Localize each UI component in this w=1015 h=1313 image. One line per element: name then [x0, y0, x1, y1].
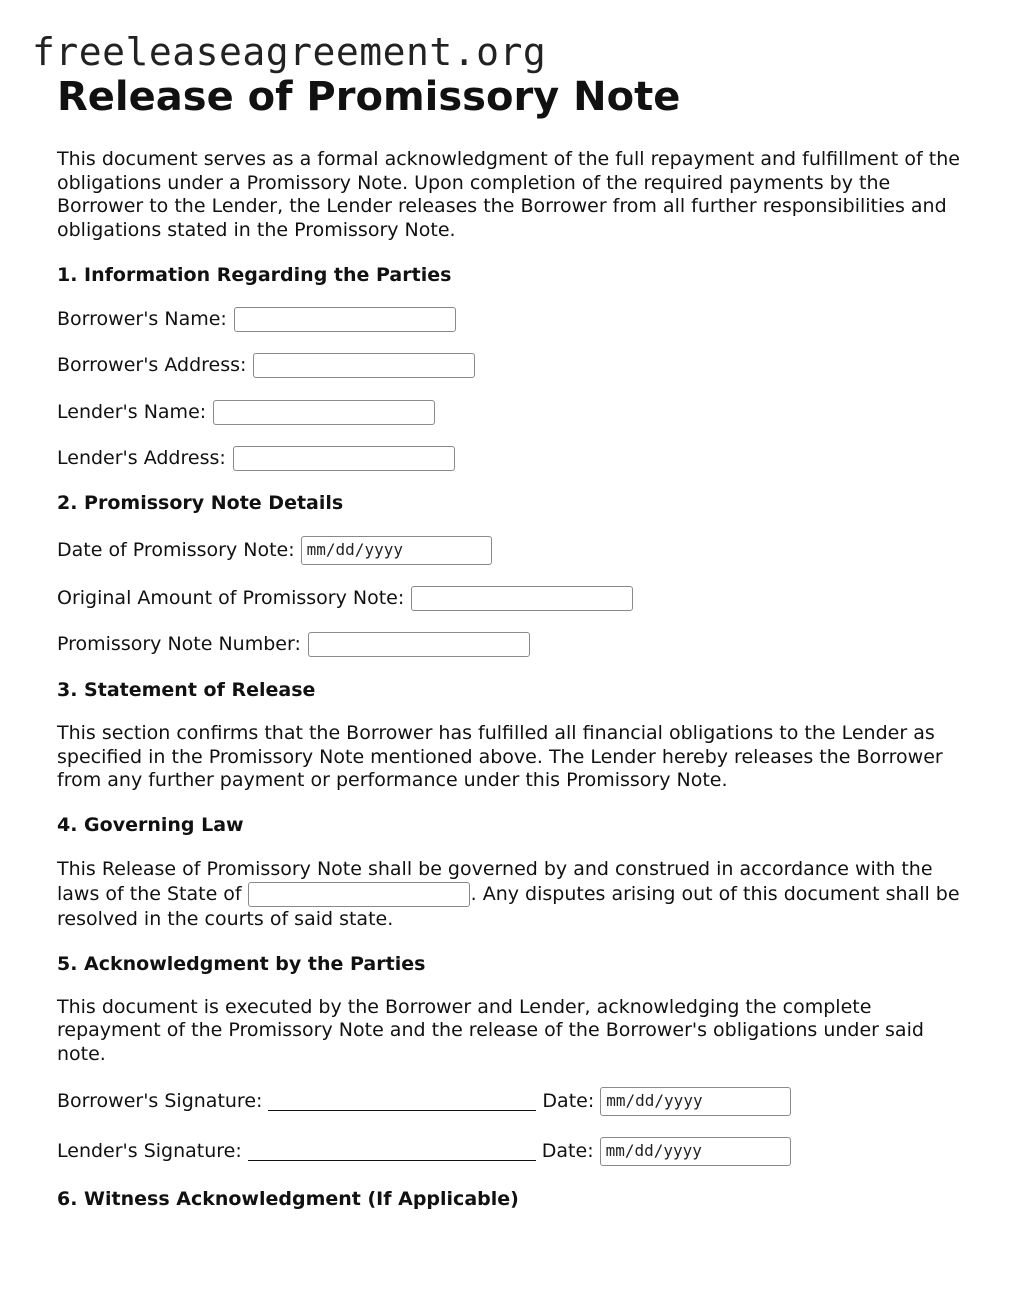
section-release-heading: 3. Statement of Release — [57, 679, 316, 701]
borrower-signature-line[interactable] — [268, 1092, 536, 1111]
section-acknowledgment-heading: 5. Acknowledgment by the Parties — [57, 952, 426, 975]
borrower-name-label: Borrower's Name: — [57, 308, 227, 330]
borrower-address-row — [57, 352, 967, 378]
governing-law-text-before: This Release of Promissory Note shall be governed by and construed in accordance with the laws of the State of — [57, 857, 933, 905]
lender-address-input[interactable] — [233, 446, 455, 471]
lender-signature-label: Lender's Signature: — [57, 1140, 242, 1162]
section-parties-heading: 1. Information Regarding the Parties — [57, 264, 452, 286]
note-date-input[interactable]: mm/dd/yyyy — [301, 536, 492, 565]
intro-paragraph: This document serves as a formal acknowledgment of the full repayment and fulfillment of the obligations under a Promissory Note. Upon completion of the required payments by the Borrower to the Lender, the Lender releases the Borrower from all further responsibilities and obligations stated in the Promissory Note. — [57, 148, 960, 241]
section-governing-law-heading: 4. Governing Law — [57, 813, 244, 836]
lender-signature-line[interactable] — [248, 1142, 536, 1161]
lender-name-row — [57, 399, 967, 425]
original-amount-input[interactable] — [411, 586, 633, 611]
note-date-label: Date of Promissory Note: — [57, 539, 295, 561]
note-number-label: Promissory Note Number: — [57, 633, 301, 655]
governing-law-text-after: . Any disputes arising out of this document shall be resolved in the courts of said state. — [57, 882, 960, 930]
governing-law-paragraph — [57, 857, 967, 932]
lender-signature-date-label: Date: — [541, 1140, 594, 1162]
section-witness-heading: 6. Witness Acknowledgment (If Applicable) — [57, 1188, 519, 1210]
note-number-row — [57, 631, 967, 657]
borrower-name-row — [57, 306, 967, 332]
state-input[interactable] — [248, 882, 470, 907]
release-paragraph: This section confirms that the Borrower has fulfilled all financial obligations to the Lender as specified in the Promissory Note mentioned above. The Lender hereby releases the Borrower from any further payment or performance under this Promissory Note. — [57, 722, 943, 791]
document-page — [57, 72, 967, 1211]
borrower-address-label: Borrower's Address: — [57, 354, 247, 376]
site-watermark: freeleaseagreement.org — [32, 30, 547, 74]
note-date-row — [57, 535, 967, 565]
lender-name-input[interactable] — [213, 400, 435, 425]
lender-address-row — [57, 445, 967, 471]
borrower-signature-row — [57, 1086, 967, 1116]
borrower-address-input[interactable] — [253, 353, 475, 378]
lender-name-label: Lender's Name: — [57, 401, 207, 423]
original-amount-label: Original Amount of Promissory Note: — [57, 587, 405, 609]
borrower-signature-date-label: Date: — [542, 1090, 595, 1112]
borrower-name-input[interactable] — [234, 307, 456, 332]
lender-signature-row — [57, 1136, 967, 1166]
borrower-signature-label: Borrower's Signature: — [57, 1090, 263, 1112]
note-number-input[interactable] — [308, 632, 530, 657]
lender-address-label: Lender's Address: — [57, 447, 226, 469]
lender-signature-date-input[interactable]: mm/dd/yyyy — [600, 1137, 791, 1166]
section-note-details-heading: 2. Promissory Note Details — [57, 492, 344, 514]
acknowledgment-paragraph: This document is executed by the Borrower and Lender, acknowledging the complete repayment of the Promissory Note and the release of the Borrower's obligations under said note. — [57, 995, 924, 1065]
original-amount-row — [57, 585, 967, 611]
borrower-signature-date-input[interactable]: mm/dd/yyyy — [600, 1087, 791, 1116]
document-title: Release of Promissory Note — [57, 74, 681, 120]
